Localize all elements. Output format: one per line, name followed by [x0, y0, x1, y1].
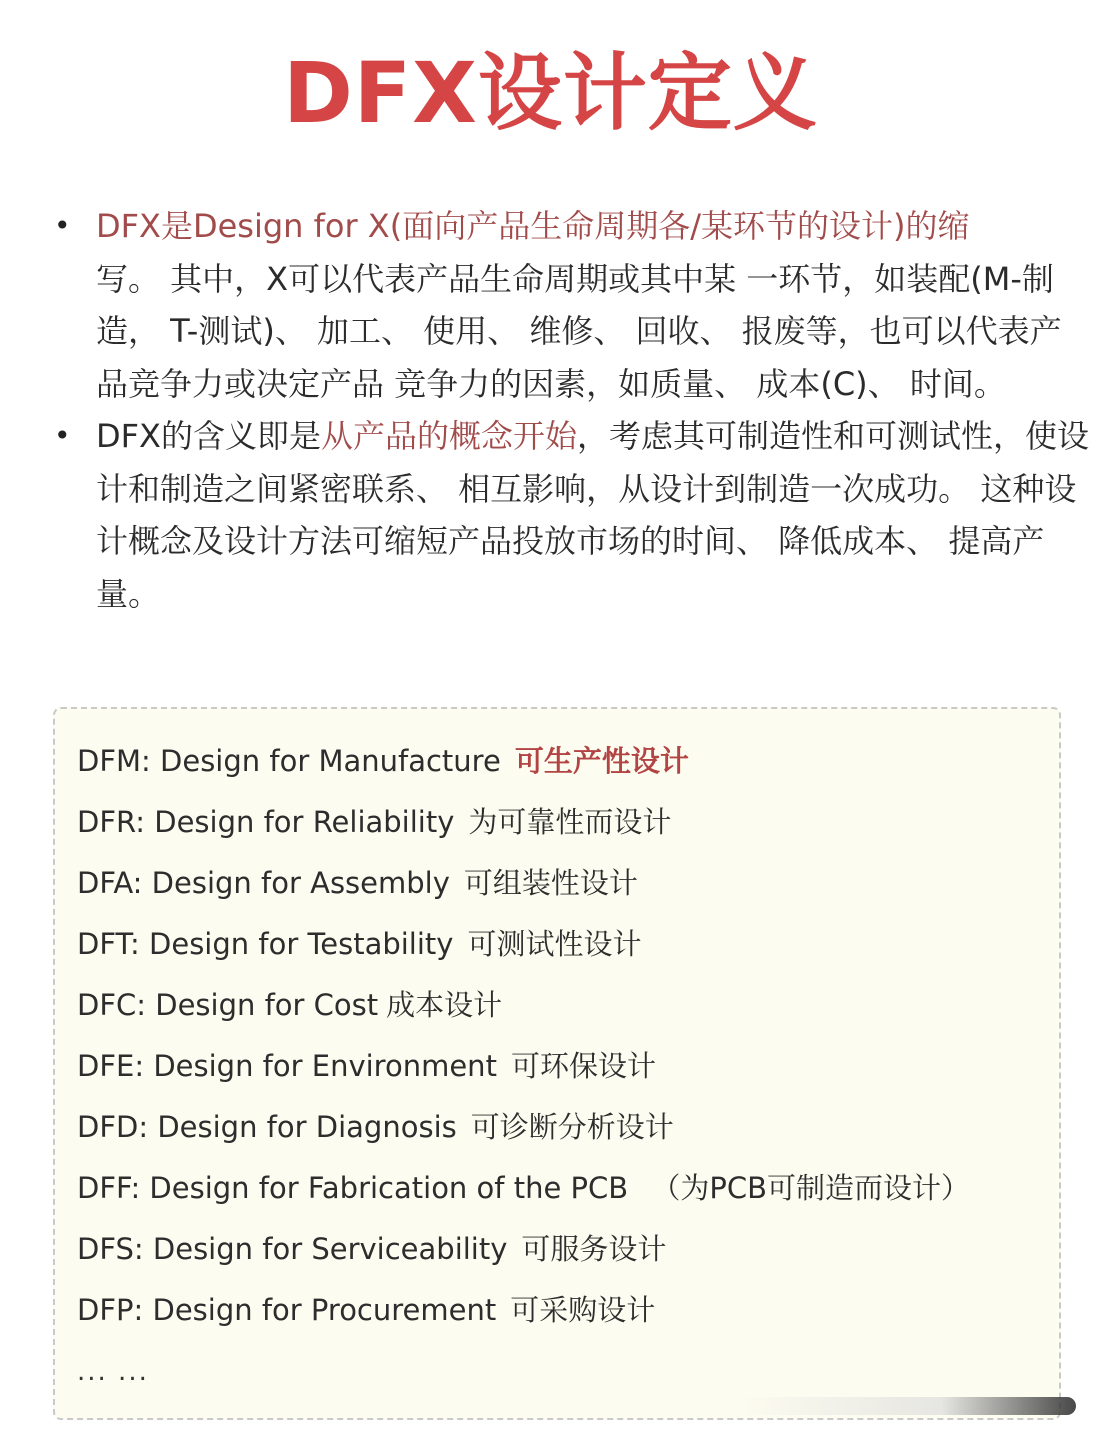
- definition-term: DFF: Design for Fabrication of the PCB: [77, 1171, 629, 1205]
- bullet-accent-text: DFX是Design for X(面向产品生命周期各/某环节的设计)的缩: [96, 207, 970, 245]
- definition-term: DFC: Design for Cost: [77, 988, 379, 1022]
- bullet-item-definition: [50, 200, 1090, 410]
- definition-row-dfp: [77, 1292, 655, 1328]
- definition-term: DFR: Design for Reliability: [77, 805, 455, 839]
- page-title: DFX设计定义: [283, 44, 818, 142]
- definition-term: DFD: Design for Diagnosis: [77, 1110, 457, 1144]
- bullet-item-meaning: [50, 410, 1090, 620]
- definition-term: DFA: Design for Assembly: [77, 866, 450, 900]
- bullet-dot-icon: •: [54, 419, 71, 452]
- definitions-box: [53, 707, 1061, 1420]
- definition-term: DFE: Design for Environment: [77, 1049, 497, 1083]
- bullet-body-text: 写。 其中，X可以代表产品生命周期或其中某 一环节，如装配(M-制造， T-测试)、 加工、 使用、 维修、 回收、 报废等，也可以代表产品竞争力或决定产品 竞争力的因素，如质量、 成本(C)、 时间。: [96, 259, 1062, 403]
- definition-cn: （为PCB可制造而设计）: [642, 1171, 971, 1205]
- bullet-dot-icon: •: [54, 209, 71, 242]
- definition-row-dfa: [77, 865, 638, 901]
- bullet-list: [50, 200, 1090, 620]
- definition-cn: 成本设计: [386, 988, 503, 1022]
- definition-cn: 可采购设计: [510, 1293, 656, 1327]
- definition-row-dfr: [77, 804, 671, 840]
- definition-row-dfe: [77, 1048, 656, 1084]
- definition-term: DFT: Design for Testability: [77, 927, 454, 961]
- definition-row-dft: [77, 926, 641, 962]
- definition-cn: 可测试性设计: [467, 927, 642, 961]
- definition-row-dfm: [77, 743, 689, 779]
- definitions-ellipsis: ... ...: [77, 1357, 149, 1387]
- definition-cn: 可组装性设计: [463, 866, 638, 900]
- definition-term: DFS: Design for Serviceability: [77, 1232, 508, 1266]
- definition-cn: 可诊断分析设计: [470, 1110, 674, 1144]
- bullet-lead-text: DFX的含义即是: [96, 417, 321, 455]
- bullet-accent-text: 从产品的概念开始: [320, 417, 577, 455]
- definition-cn: 可服务设计: [521, 1232, 667, 1266]
- definition-term: DFM: Design for Manufacture: [77, 744, 501, 778]
- scroll-indicator: [740, 1397, 1076, 1415]
- bullet-body-text: ，考虑其可制造性和可测试性，使设计和制造之间紧密联系、 相互影响，从设计到制造一次成功。 这种设计概念及设计方法可缩短产品投放市场的时间、 降低成本、 提高产量。: [96, 417, 1090, 613]
- definition-row-dfs: [77, 1231, 666, 1267]
- definition-cn: 可生产性设计: [514, 744, 689, 778]
- definition-term: DFP: Design for Procurement: [77, 1293, 497, 1327]
- definition-cn: 可环保设计: [510, 1049, 656, 1083]
- definition-row-dfd: [77, 1109, 674, 1145]
- definition-row-dff: [77, 1170, 970, 1206]
- definition-cn: 为可靠性而设计: [468, 805, 672, 839]
- definition-row-dfc: [77, 987, 502, 1023]
